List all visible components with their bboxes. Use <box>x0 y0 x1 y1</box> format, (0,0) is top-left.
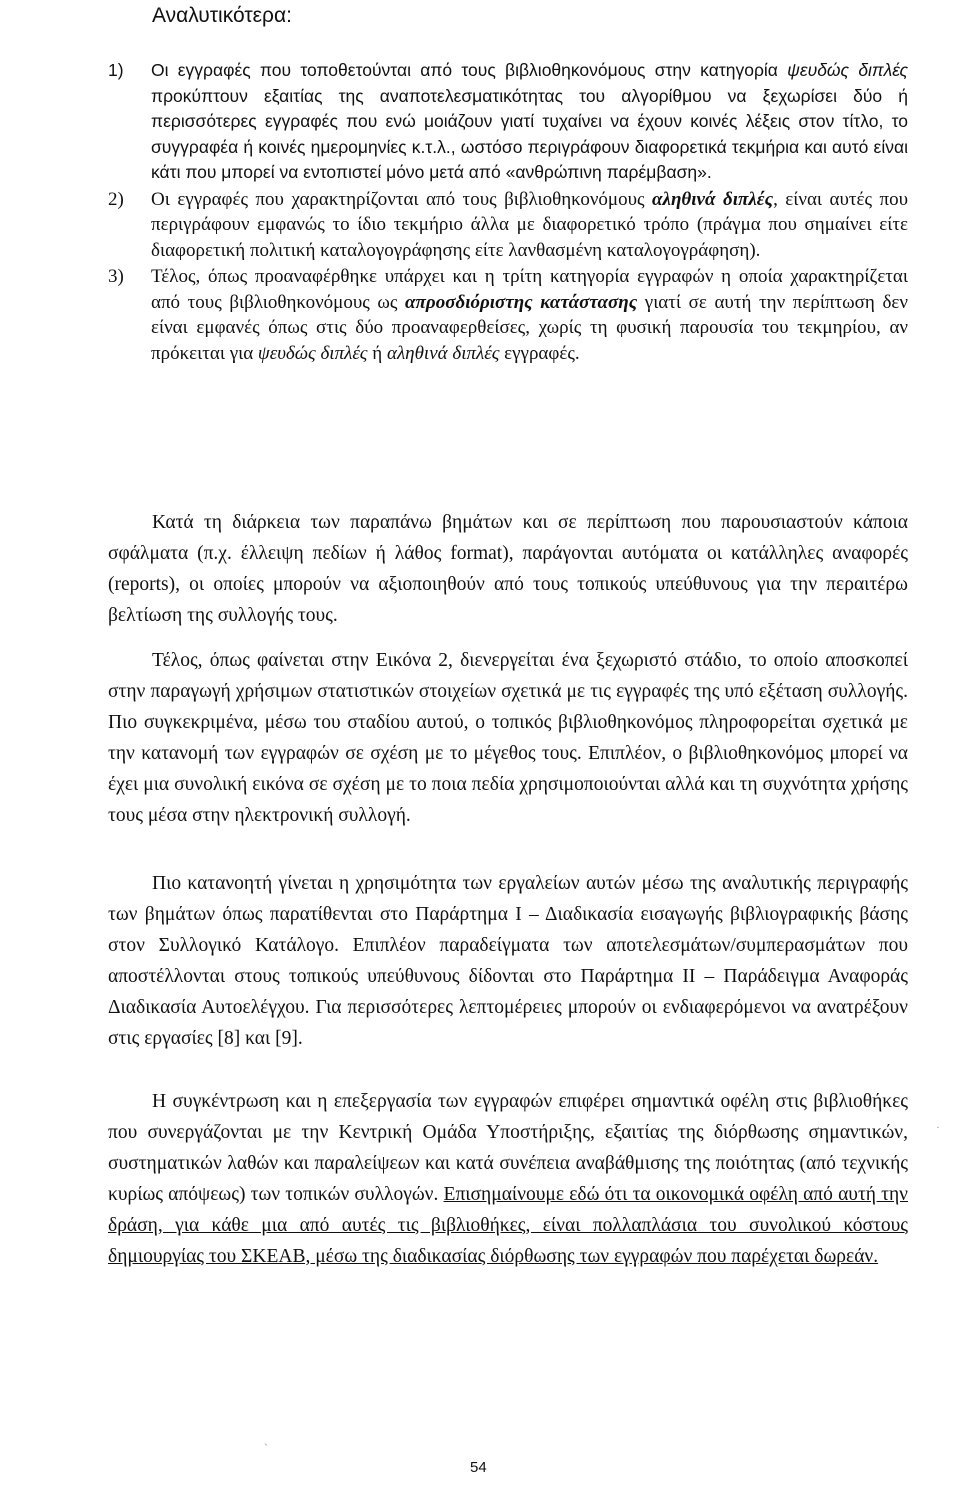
scan-speck: · <box>936 1120 940 1134</box>
section-heading: Αναλυτικότερα: <box>152 4 292 27</box>
item-emphasis: ψευδώς διπλές <box>257 343 368 365</box>
item-text: ή <box>367 343 387 365</box>
item-text: εγγραφές. <box>499 343 580 365</box>
list-item <box>108 187 908 264</box>
paragraph-errors-reports: Κατά τη διάρκεια των παραπάνω βημάτων και σε περίπτωση που παρουσιαστούν κάποια σφάλματα (π.χ. έλλειψη πεδίων ή λάθος format), παράγονται αυτόματα οι κατάλληλες αναφορές (reports), οι οποίες μπορούν να αξιοποιηθούν από τους τοπικούς υπεύθυνους για την περαιτέρω βελτίωση της συλλογής τους. <box>108 511 908 626</box>
item-text: προκύπτουν εξαιτίας της αναποτελεσματικότητας του αλγορίθμου να ξεχωρίσει δύο ή περισσότερες εγγραφές που ενώ μοιάζουν γιατί τυχαίνει να έχουν κοινές λέξεις στον τίτλο, το συγγραφέα ή κοινές ημερομηνίες κ.τ.λ., ωστόσο περιγράφουν διαφορετικά τεκμήρια και αυτό είναι κάτι που μπορεί να εντοπιστεί μόνο μετά από «ανθρώπινη παρέμβαση». <box>151 85 908 182</box>
benefits-underlined-text: Επισημαίνουμε εδώ ότι τα οικονομικά οφέλη από αυτή την δράση, για κάθε μια από αυτές τις βιβλιοθήκες, είναι πολλαπλάσια του συνολικού κόστους δημιουργίας του ΣΚΕΑΒ, μέσω της διαδικασίας διόρθωσης των εγγραφών που παρέχεται δωρεάν. <box>108 1183 908 1267</box>
item-text: γιατί σε αυτή την περίπτωση δεν είναι εμφανές όπως στις δύο προαναφερθείσες, χωρίς τη φυσική παρουσία του τεκμηρίου, αν πρόκειται για <box>151 291 909 365</box>
item-emphasis: ψευδώς διπλές <box>787 60 908 80</box>
benefits-text: Η συγκέντρωση και η επεξεργασία των εγγραφών επιφέρει σημαντικά οφέλη στις βιβλιοθήκες που συνεργάζονται με την Κεντρική Ομάδα Υποστήριξης, εξαιτίας της διόρθωσης σημαντικών, συστηματικών λαθών και παραλείψεων και κατά συνέπεια αναβάθμισης της ποιότητας (από τεχνικής κυρίως απόψεως) των τοπικών συλλογών. <box>108 1090 908 1205</box>
list-item <box>108 264 908 366</box>
list-item <box>108 58 908 186</box>
item-text: Τέλος, όπως προαναφέρθηκε υπάρχει και η τρίτη κατηγορία εγγραφών η οποία χαρακτηρίζεται από τους βιβλιοθηκονόμους ως <box>151 266 908 313</box>
item-emphasis: αληθινά διπλές <box>652 188 774 210</box>
paragraph-appendices: Πιο κατανοητή γίνεται η χρησιμότητα των εργαλείων αυτών μέσω της αναλυτικής περιγραφής των βημάτων όπως παρατίθενται στο Παράρτημα Ι – Διαδικασία εισαγωγής βιβλιογραφικής βάσης στον Συλλογικό Κατάλογο. Επιπλέον παραδείγματα των αποτελεσμάτων/συμπερασμάτων που αποστέλλονται στους τοπικούς υπεύθυνους δίδονται στο Παράρτημα ΙΙ – Παράδειγμα Αναφοράς Διαδικασία Αυτοελέγχου. Για περισσότερες λεπτομέρειες μπορούν οι ενδιαφερόμενοι να ανατρέξουν στις εργασίες [8] και [9]. <box>108 872 908 1049</box>
item-emphasis: απροσδιόριστης κατάστασης <box>405 291 638 313</box>
item-number: 3) <box>108 266 124 288</box>
item-text: Οι εγγραφές που χαρακτηρίζονται από τους βιβλιοθηκονόμους <box>151 188 653 210</box>
item-text: Οι εγγραφές που τοποθετούνται από τους βιβλιοθηκονόμους στην κατηγορία <box>151 60 788 80</box>
scan-speck: ˏ <box>264 1432 268 1446</box>
item-emphasis: αληθινά διπλές <box>386 343 500 365</box>
numbered-list <box>108 58 908 367</box>
item-number: 2) <box>108 188 124 210</box>
item-number: 1) <box>108 60 124 80</box>
paragraph-benefits <box>108 1086 908 1272</box>
page-number: 54 <box>470 1459 487 1476</box>
paragraph-statistics: Τέλος, όπως φαίνεται στην Εικόνα 2, διενεργείται ένα ξεχωριστό στάδιο, το οποίο αποσκοπεί στην παραγωγή χρήσιμων στατιστικών στοιχείων σχετικά με τις εγγραφές της υπό εξέταση συλλογής. Πιο συγκεκριμένα, μέσω του σταδίου αυτού, ο τοπικός βιβλιοθηκονόμος πληροφορείται σχετικά με την κατανομή των εγγραφών σε σχέση με το μέγεθος τους. Επιπλέον, ο βιβλιοθηκονόμος μπορεί να έχει μια συνολική εικόνα σε σχέση με το ποια πεδία χρησιμοποιούνται αλλά και τη συχνότητα χρήσης τους μέσα στην ηλεκτρονική συλλογή. <box>108 649 908 826</box>
item-text: , είναι αυτές που περιγράφουν εμφανώς το ίδιο τεκμήριο άλλα με διαφορετικό τρόπο (πράγμα που σημαίνει είτε διαφορετική πολιτική καταλογογράφησης είτε λανθασμένη καταλογογράφηση). <box>151 188 908 261</box>
